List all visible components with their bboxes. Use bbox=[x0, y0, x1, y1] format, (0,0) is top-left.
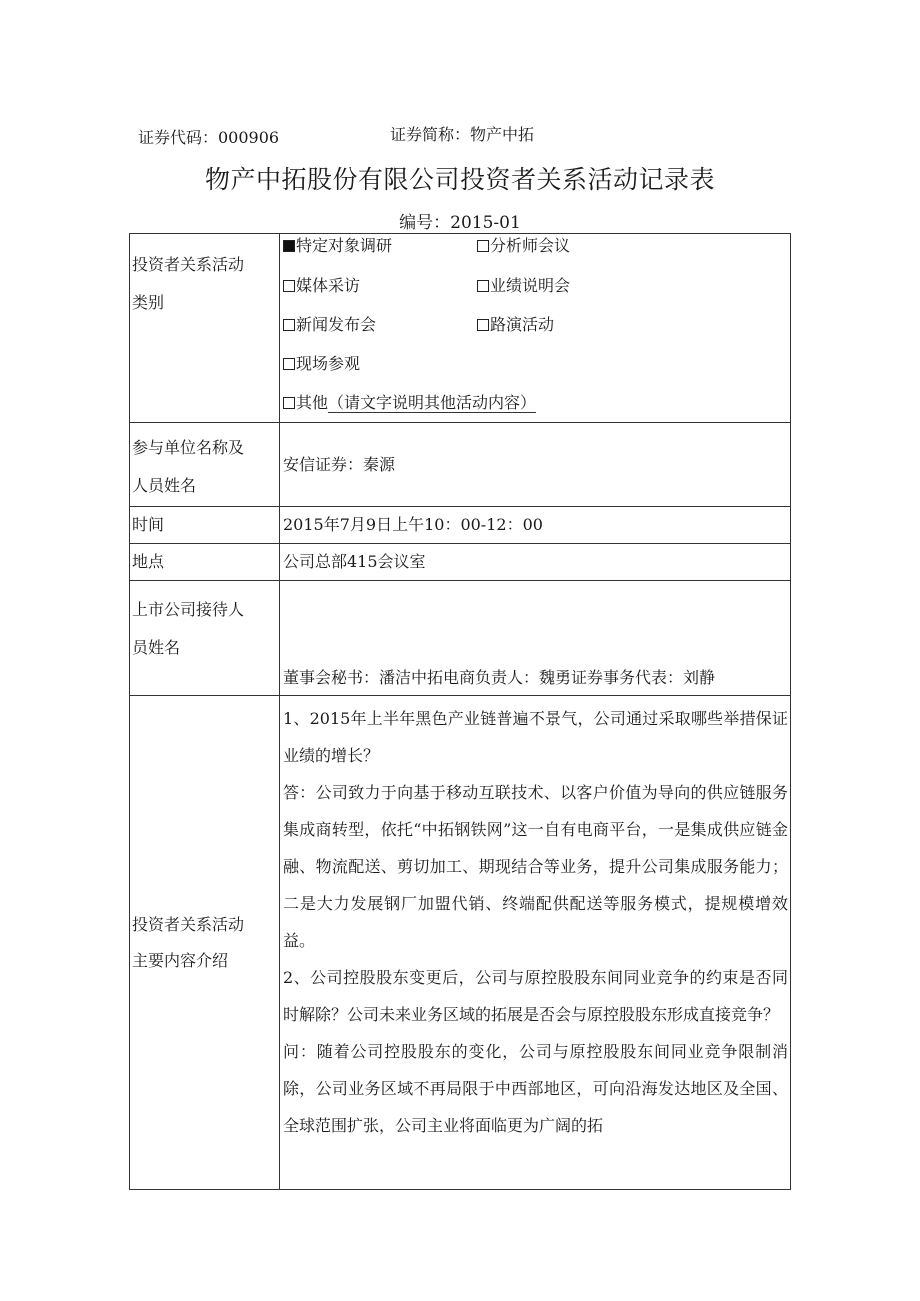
question-2: 2、公司控股股东变更后，公司与原控股股东间同业竞争的约束是否同时解除？公司未来业务区域的拓展是否会与原控股股东形成直接竞争？ bbox=[283, 968, 788, 1024]
content-label-line1: 投资者关系活动 bbox=[132, 914, 245, 934]
other-note: （请文字说明其他活动内容） bbox=[328, 392, 537, 412]
option-label: 媒体采访 bbox=[296, 275, 361, 295]
checkbox-icon bbox=[283, 319, 295, 331]
answer-2: 问：随着公司控股股东的变化，公司与原控股股东间同业竞争限制消除，公司业务区域不再局限于中西部地区，可向沿海发达地区及全国、全球范围扩张，公司主业将面临更为广阔的拓 bbox=[283, 1042, 788, 1135]
category-label-line2: 类别 bbox=[132, 293, 165, 312]
content-row bbox=[130, 696, 791, 1190]
record-table bbox=[129, 233, 791, 1190]
option-analyst-meeting[interactable] bbox=[477, 227, 788, 265]
answer-1: 答：公司致力于向基于移动互联技术、以客户价值为导向的供应链服务集成商转型，依托“中拓钢铁网”这一自有电商平台，一是集成供应链金融、物流配送、剪切加工、期现结合等业务，提升公司集成服务能力；二是大力发展钢厂加盟代销、终端配供配送等服务模式，提规模增效益。 bbox=[283, 783, 788, 950]
option-site-visit[interactable] bbox=[283, 345, 477, 383]
option-press-conference[interactable] bbox=[283, 306, 477, 344]
option-label: 现场参观 bbox=[296, 353, 361, 373]
checkbox-icon bbox=[477, 280, 489, 292]
receptionists-value bbox=[280, 581, 791, 696]
question-1: 1、2015年上半年黑色产业链普遍不景气，公司通过采取哪些举措保证业绩的增长？ bbox=[283, 709, 788, 765]
receptionists-row bbox=[130, 581, 791, 696]
option-media-interview[interactable] bbox=[283, 267, 477, 305]
participants-label-line2: 人员姓名 bbox=[132, 476, 197, 495]
category-label-line1: 投资者关系活动 bbox=[132, 255, 245, 274]
option-earnings-briefing[interactable] bbox=[477, 267, 788, 305]
receptionists-label-line2: 员姓名 bbox=[132, 638, 181, 657]
time-value: 2015年7月9日上午10：00-12：00 bbox=[280, 507, 791, 544]
content-value bbox=[280, 696, 791, 1190]
option-label: 新闻发布会 bbox=[296, 314, 377, 334]
time-row bbox=[130, 507, 791, 544]
checked-box-icon bbox=[283, 240, 295, 252]
receptionists-label-line1: 上市公司接待人 bbox=[132, 600, 245, 619]
option-label: 其他 bbox=[296, 392, 329, 412]
option-specific-research[interactable] bbox=[283, 227, 477, 265]
location-row bbox=[130, 544, 791, 581]
participants-label-line1: 参与单位名称及 bbox=[132, 438, 245, 457]
option-other[interactable] bbox=[283, 384, 536, 422]
participants-label bbox=[130, 423, 280, 507]
stock-short-name: 证券简称：物产中拓 bbox=[390, 125, 535, 144]
checkbox-icon bbox=[477, 319, 489, 331]
receptionists-label bbox=[130, 581, 280, 696]
option-label: 业绩说明会 bbox=[490, 275, 571, 295]
checkbox-icon bbox=[283, 358, 295, 370]
category-options bbox=[280, 234, 791, 423]
checkbox-icon bbox=[283, 397, 295, 409]
option-label: 特定对象调研 bbox=[296, 236, 393, 255]
time-label: 时间 bbox=[130, 507, 280, 544]
receptionists-text: 董事会秘书：潘洁中拓电商负责人：魏勇证券事务代表：刘静 bbox=[283, 668, 716, 687]
participants-text: 安信证券：秦源 bbox=[283, 454, 396, 474]
option-label: 路演活动 bbox=[490, 314, 555, 334]
participants-row bbox=[130, 423, 791, 507]
category-row bbox=[130, 234, 791, 423]
location-value: 公司总部415会议室 bbox=[280, 544, 791, 581]
checkbox-icon bbox=[283, 280, 295, 292]
document-title: 物产中拓股份有限公司投资者关系活动记录表 bbox=[204, 165, 715, 194]
content-label-line2: 主要内容介绍 bbox=[132, 950, 229, 970]
location-label: 地点 bbox=[130, 544, 280, 581]
category-label bbox=[130, 234, 280, 423]
checkbox-icon bbox=[477, 240, 489, 252]
content-label bbox=[130, 696, 280, 1190]
participants-value bbox=[280, 423, 791, 507]
stock-code: 证券代码：000906 bbox=[138, 128, 280, 147]
document-number: 编号：2015-01 bbox=[399, 213, 521, 233]
option-label: 分析师会议 bbox=[490, 236, 571, 255]
option-roadshow[interactable] bbox=[477, 306, 788, 344]
